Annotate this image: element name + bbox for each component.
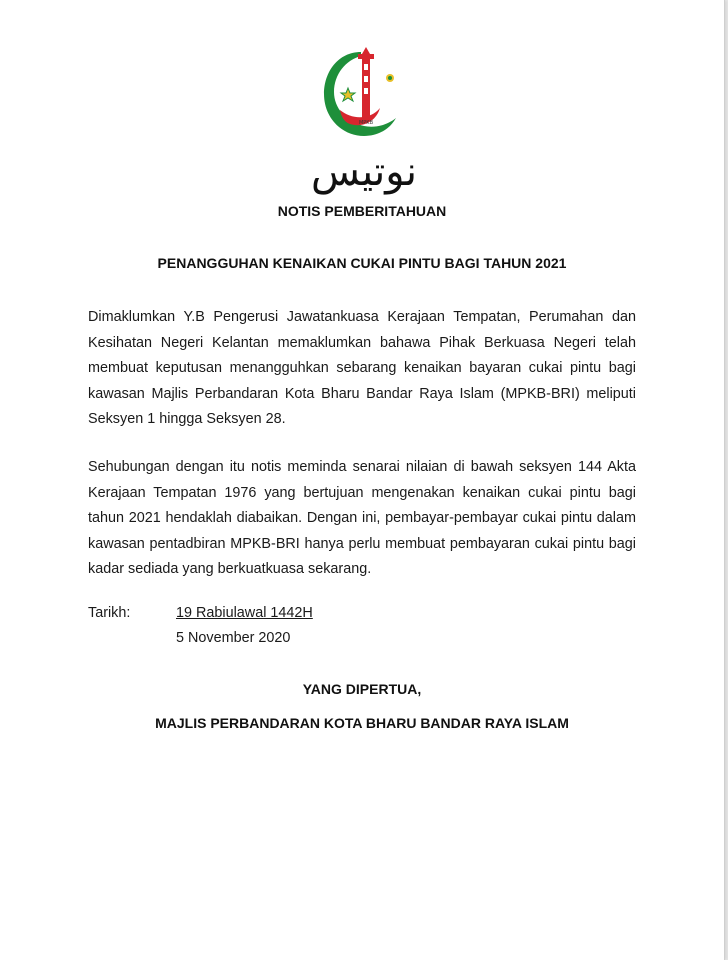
date-gregorian: 5 November 2020	[176, 630, 291, 646]
crest-caption: MPKB	[358, 120, 374, 126]
jawi-title: نوتيس	[311, 149, 417, 195]
mpkb-crest-icon	[318, 44, 404, 140]
paragraph-instruction: Sehubungan dengan itu notis meminda senarai nilaian di bawah seksyen 144 Akta Kerajaan Tempatan 1976 yang bertujuan mengenakan kenaikan cukai pintu bagi tahun 2021 hendaklah diabaikan. Dengan ini, pembayar-pembayar cukai pintu dalam kawasan pentadbiran MPKB-BRI hanya perlu membuat pembayaran cukai pintu bagi kadar sediada yang berkuatkuasa sekarang.	[88, 459, 636, 578]
paragraph-announcement: Dimaklumkan Y.B Pengerusi Jawatankuasa Kerajaan Tempatan, Perumahan dan Kesihatan Negeri Kelantan memaklumkan bahawa Pihak Berkuasa Negeri telah membuat keputusan menangguhkan sebarang kenaikan bayaran cukai pintu bagi kawasan Majlis Perbandaran Kota Bharu Bandar Raya Islam (MPKB-BRI) meliputi Seksyen 1 hingga Seksyen 28.	[88, 309, 636, 428]
subject-heading: PENANGGUHAN KENAIKAN CUKAI PINTU BAGI TAHUN 2021	[157, 255, 567, 271]
signatory-organization: MAJLIS PERBANDARAN KOTA BHARU BANDAR RAYA ISLAM	[155, 715, 569, 731]
signatory-title: YANG DIPERTUA,	[302, 681, 422, 697]
notice-heading: NOTIS PEMBERITAHUAN	[277, 203, 447, 219]
crest-star	[341, 88, 355, 101]
date-hijri: 19 Rabiulawal 1442H	[176, 605, 313, 621]
date-label: Tarikh:	[88, 605, 131, 621]
